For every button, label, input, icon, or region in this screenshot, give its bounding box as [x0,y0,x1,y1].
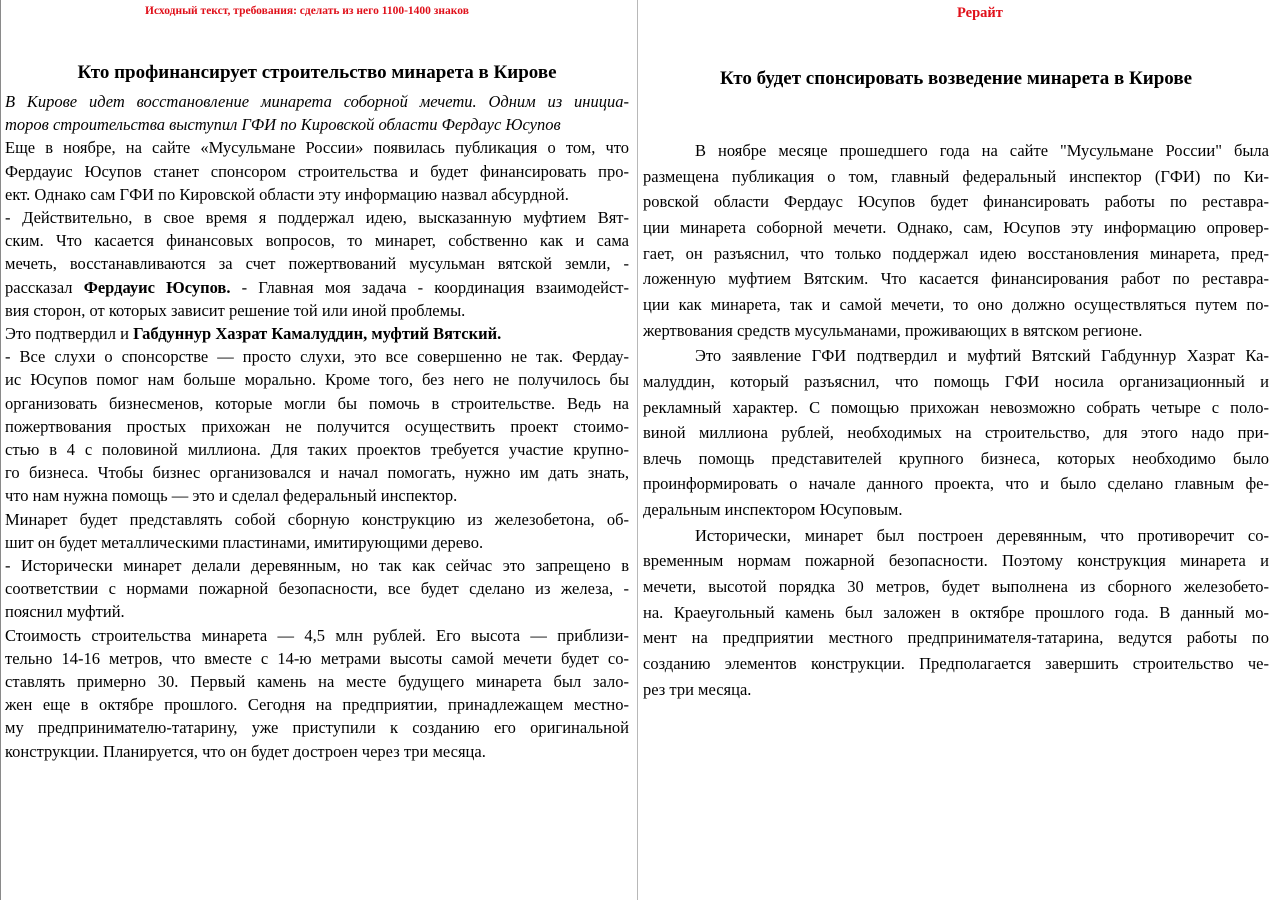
source-line-text: организовать бизнесменов, которые могли бы помочь в строительстве. Ведь на [5,393,629,413]
source-line [5,440,629,460]
source-line [5,394,629,414]
source-line-text: Еще в ноябре, на сайте «Мусульмане России» появилась публикация о том, что [5,138,629,158]
rewrite-line-text: ции как минарета, так и самой мечети, то оно должно осуществляться путем по- [643,294,1269,314]
rewrite-line-text: Исторически, минарет был построен деревянным, что противоречит со- [695,525,1269,545]
source-line [5,208,629,228]
source-bold-text: Фердауис Юсупов. [83,277,231,297]
source-line [5,602,629,622]
rewrite-line [643,141,1269,161]
rewrite-line-text: жертвования средств мусульманами, проживающих в вятском регионе. [643,320,1143,340]
rewrite-line-text: ции минарета соборной мечети. Однако, сам, Юсупов эту информацию опровер- [643,217,1269,237]
source-line-text: мечеть, восстанавливаются за счет пожертвований мусульман вятской земли, - [5,254,629,274]
source-line [5,185,629,205]
source-line [5,370,629,390]
rewrite-line [643,269,1269,289]
rewrite-line [643,346,1269,366]
source-line-text: вия сторон, от которых зависит решение той или иной проблемы. [5,300,466,320]
source-line [5,254,629,274]
source-line [5,510,629,530]
rewrite-article-title: Кто будет спонсировать возведение минарета в Кирове [719,68,1193,89]
rewrite-line [643,423,1269,443]
source-line [5,231,629,251]
rewrite-line-text: проинформировать о начале данного проекта, что и было сделано главным фе- [643,474,1269,494]
rewrite-line [643,398,1269,418]
source-line [5,649,629,669]
source-line [5,695,629,715]
rewrite-line-text: ровской области Фердаус Юсупов будет финансировать работы по реставра- [643,192,1269,212]
page-left-border [0,0,1,900]
rewrite-line [643,577,1269,597]
source-line-text: Стоимость строительства минарета — 4,5 млн рублей. Его высота — приблизи- [5,625,629,645]
source-line [5,115,629,135]
source-line [5,626,629,646]
source-line-text: тельно 14-16 метров, что вместе с 14-ю метрами высоты самой мечети будет со- [5,648,629,668]
source-line [5,162,629,182]
source-line-text: пожертвования простых прихожан не получится осуществить проект стоимо- [5,416,629,436]
source-line [5,138,629,158]
source-line-text: - Все слухи о спонсорстве — просто слухи, это все совершенно не так. Фердау- [5,347,629,367]
source-line-text: ект. Однако сам ГФИ по Кировской области эту информацию назвал абсурдной. [5,184,569,204]
source-line [5,324,629,344]
source-line-text: жен еще в октябре прошлого. Сегодня на предприятии, принадлежащем местно- [5,695,629,715]
rewrite-line-text: мечети, высотой порядка 30 метров, будет выполнена из сборного железобето- [643,577,1269,597]
source-line-text: шит он будет металлическими пластинами, имитирующими дерево. [5,532,484,552]
rewrite-line [643,474,1269,494]
source-line [5,533,629,553]
source-line-text: В Кирове идет восстановление минарета соборной мечети. Одним из инициа- [5,92,629,111]
source-line-text: ским. Что касается финансовых вопросов, то минарет, собственно как и сама [5,231,629,251]
rewrite-line-text: В ноябре месяце прошедшего года на сайте "Мусульмане России" была [695,141,1269,160]
source-line [5,486,629,506]
source-line-text: Минарет будет представлять собой сборную конструкцию из железобетона, об- [5,509,629,529]
rewrite-line [643,244,1269,264]
source-line [5,672,629,692]
source-line [5,92,629,112]
source-line-text: - Исторически минарет делали деревянным, но так как сейчас это запрещено в [5,556,629,575]
source-line-text: ис Юсупов помог нам больше морально. Кроме того, без него не получилось бы [5,370,629,390]
source-line [5,463,629,483]
source-line [5,556,629,576]
source-text-heading: Исходный текст, требования: сделать из него 1100-1400 знаков [145,5,469,17]
source-bold-text: Габдуннур Хазрат Камалуддин, муфтий Вятский. [133,324,502,343]
rewrite-line [643,321,1269,341]
source-line [5,579,629,599]
source-line-text: му предпринимателю-татарину, уже приступили к созданию его оригинальной [5,718,629,738]
rewrite-line [643,628,1269,648]
rewrite-line-text: деральным инспектором Юсуповым. [643,500,903,520]
source-line-text: соответствии с нормами пожарной безопасности, все будет сделано из железа, - [5,579,629,599]
source-article-title: Кто профинансирует строительство минарета в Кирове [77,62,557,83]
source-line [5,347,629,367]
source-line-text: что нам нужна помощь — это и сделал федеральный инспектор. [5,486,458,506]
rewrite-line-text: малуддин, который разъяснил, что помощь ГФИ носила организационный и [643,371,1269,391]
rewrite-line [643,603,1269,623]
source-line-text: ставлять примерно 30. Первый камень на месте будущего минарета был зало- [5,672,629,691]
rewrite-line [643,192,1269,212]
source-line [5,278,629,298]
source-line [5,301,629,321]
source-line-text: Это подтвердил и [5,324,134,343]
rewrite-line-text: Это заявление ГФИ подтвердил и муфтий Вятский Габдуннур Хазрат Ка- [695,346,1269,366]
source-line-text: конструкции. Планируется, что он будет достроен через три месяца. [5,741,486,761]
rewrite-line-text: временным нормам пожарной безопасности. Поэтому конструкция минарета и [643,551,1269,571]
source-line-text: го бизнеса. Чтобы бизнес организовался и начал помогать, нужно им дать знать, [5,463,629,483]
rewrite-line [643,167,1269,187]
source-line-text: пояснил муфтий. [5,602,125,622]
source-line-text: Фердауис Юсупов станет спонсором строительства и будет финансировать про- [5,161,629,181]
rewrite-line [643,551,1269,571]
rewrite-line [643,680,1269,700]
rewrite-line [643,654,1269,674]
rewrite-line-text: на. Краеугольный камень был заложен в октябре прошлого года. В данный мо- [643,602,1269,622]
source-line-text: - Главная моя задача - координация взаимодейст- [230,277,629,297]
rewrite-line-text: размещена публикация о том, главный федеральный инспектор (ГФИ) по Ки- [643,166,1269,186]
rewrite-line-text: гает, он разъяснил, что только поддержал идею восстановления минарета, пред- [643,243,1269,263]
rewrite-line-text: ложенную муфтием Вятским. Что касается финансирования работ по реставра- [643,269,1269,289]
rewrite-line-text: мент на предприятии местного предпринимателя-татарина, ведутся работы по [643,628,1269,648]
rewrite-line-text: рез три месяца. [643,679,752,699]
rewrite-line [643,449,1269,469]
column-divider [637,0,638,900]
source-line [5,417,629,437]
rewrite-line [643,372,1269,392]
source-line-text: - Действительно, в свое время я поддержал идею, высказанную муфтием Вят- [5,208,629,227]
rewrite-line [643,500,1269,520]
source-line [5,718,629,738]
rewrite-heading: Рерайт [957,5,1003,21]
rewrite-line-text: виной миллиона рублей, необходимых на строительство, для этого надо при- [643,423,1269,443]
rewrite-line [643,218,1269,238]
rewrite-line-text: влечь помощь представителей крупного бизнеса, которых необходимо было [643,448,1269,468]
source-line-text: стью в 4 с половиной миллиона. Для таких проектов требуется участие крупно- [5,440,629,459]
source-line [5,742,629,762]
source-line-text: торов строительства выступил ГФИ по Кировской области Фердаус Юсупов [5,115,561,135]
source-line-text: рассказал [5,277,84,297]
rewrite-line-text: рекламный характер. С помощью прихожан невозможно собрать четыре с поло- [643,397,1269,417]
rewrite-line [643,295,1269,315]
rewrite-line-text: созданию элементов конструкции. Предполагается завершить строительство че- [643,654,1269,673]
rewrite-line [643,526,1269,546]
